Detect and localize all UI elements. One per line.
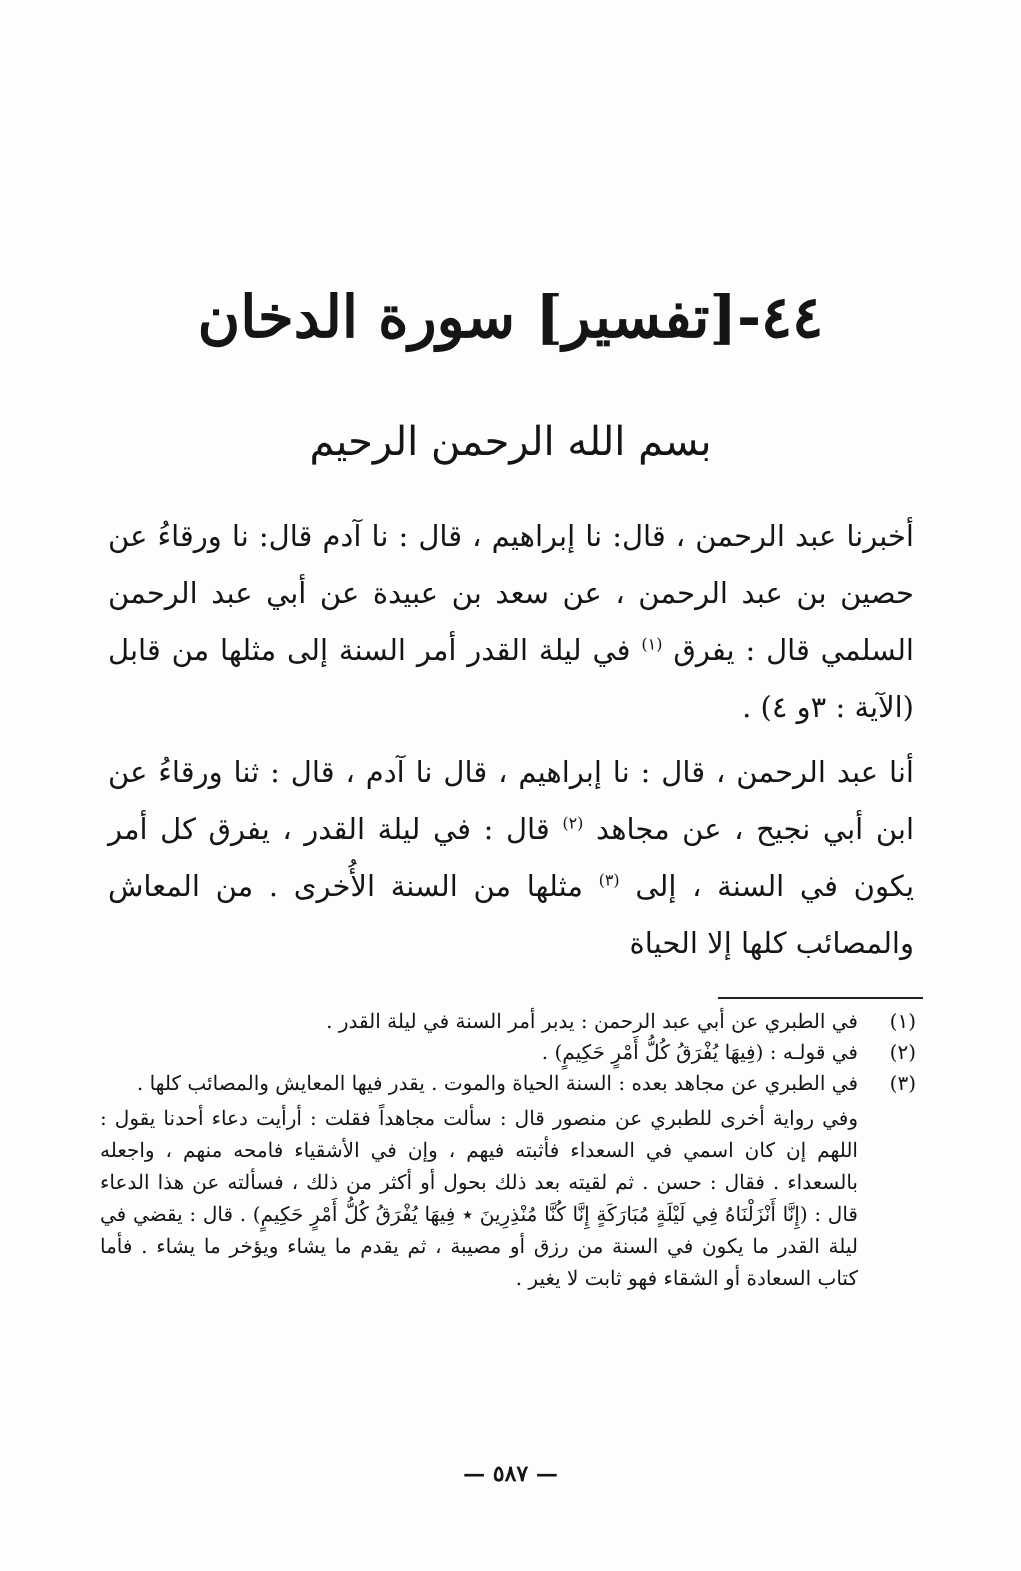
paragraph-2-text-b: قال : في ليلة القدر ، يفرق كل أمر يكون في السنة ، إلى [108, 812, 915, 903]
footnote-text: في الطبري عن مجاهد بعده : السنة الحياة والموت . يقدر فيها المعايش والمصائب كلها . [136, 1071, 858, 1095]
footnote-3-extra: وفي رواية أخرى للطبري عن منصور قال : سألت مجاهداً فقلت : أرأيت دعاء أحدنا يقول : اللهم إن كان اسمي في السعداء فأثبته فيهم ، وإن في الأشقياء فامحه منهم ، واجعله بالسعداء . فقال : حسن . ثم لقيته بعد ذلك بحول أو أكثر من ذلك ، فسألته عن هذا الدعاء قال : (إِنَّا أَنْزَلْنَاهُ فِي لَيْلَةٍ مُبَارَكَةٍ إِنَّا كُنَّا مُنْذِرِينَ ٭ فِيهَا يُفْرَقُ كُلُّ أَمْرٍ حَكِيمٍ) . قال : يقضي في ليلة القدر ما يكون في السنة من رزق أو مصيبة ، ثم يقدم ما يشاء ويؤخر ما يشاء . فأما كتاب السعادة أو الشقاء فهو ثابت لا يغير . [100, 1106, 858, 1290]
paragraph-2 [108, 744, 914, 972]
footnote-2 [100, 1037, 916, 1068]
basmala-calligraphy: بسم الله الرحمن الرحيم [309, 419, 712, 465]
footnote-text: في الطبري عن أبي عبد الرحمن : يدبر أمر السنة في ليلة القدر . [326, 1009, 858, 1033]
main-text [108, 508, 914, 972]
footnote-ref-3[interactable]: (٣) [598, 870, 620, 890]
footnote-number: (٢) [889, 1040, 916, 1064]
paragraph-1 [108, 508, 914, 736]
footnote-text: في قولـه : (فِيهَا يُفْرَقُ كُلُّ أَمْرٍ حَكِيمٍ) . [541, 1040, 858, 1064]
paragraph-1-text-b: في ليلة القدر أمر السنة إلى مثلها من قابل (الآية : ٣و ٤) . [108, 633, 914, 724]
paragraph-2-text-a: أنا عبد الرحمن ، قال : نا إبراهيم ، قال نا آدم ، قال : ثنا ورقاءُ عن ابن أبي نجيح ، عن مجاهد [108, 755, 915, 846]
paragraph-1-text-a: أخبرنا عبد الرحمن ، قال: نا إبراهيم ، قال : نا آدم قال: نا ورقاءُ عن حصين بن عبد الرحمن ، عن سعد بن عبيدة عن أبي عبد الرحمن السلمي قال : يفرق [108, 519, 914, 667]
footnote-3 [100, 1068, 916, 1099]
footnotes [100, 1006, 916, 1294]
footnote-number: (١) [889, 1009, 916, 1033]
footnote-divider [718, 997, 923, 999]
surah-title: ٤٤-[تفسير] سورة الدخان [197, 283, 824, 351]
page-number: — ٥٨٧ — [463, 1461, 558, 1487]
footnote-ref-2[interactable]: (٢) [562, 813, 584, 833]
footnote-ref-1[interactable]: (١) [641, 634, 663, 654]
footnote-number: (٣) [889, 1071, 916, 1095]
paragraph-2-text-c: مثلها من السنة الأُخرى . من المعاش والمصائب كلها إلا الحياة [108, 869, 914, 960]
footnote-1 [100, 1006, 916, 1037]
